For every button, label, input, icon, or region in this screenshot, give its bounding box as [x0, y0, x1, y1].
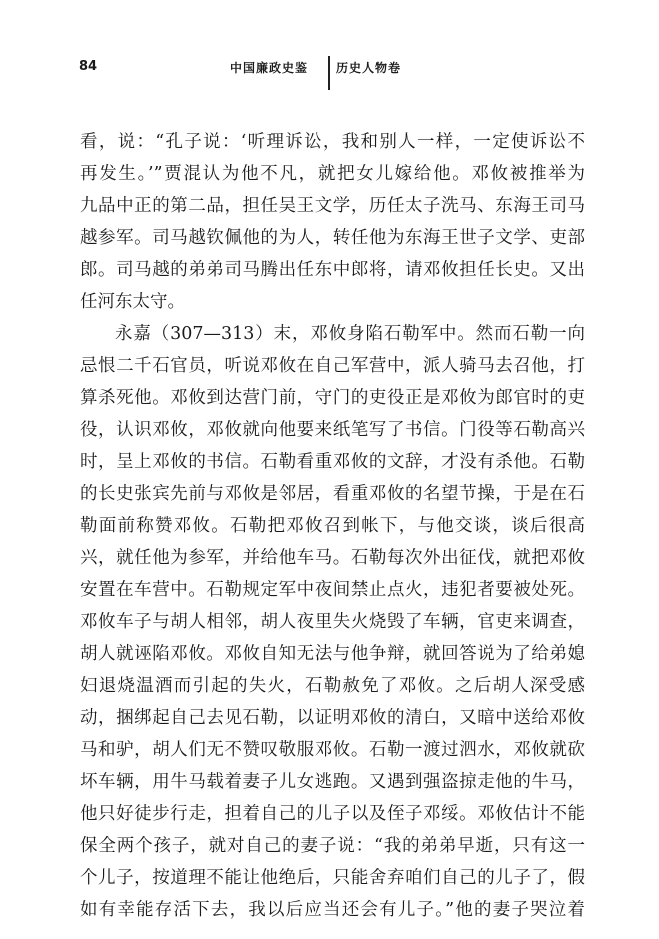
text-line: 越参军。司马越钦佩他的为人，转任他为东海王世子文学、吏部 [80, 228, 585, 248]
text-line: 看，说：“孔子说：‘听理诉讼，我和别人一样，一定使诉讼不 [80, 132, 585, 152]
text-line: 勒面前称赞邓攸。石勒把邓攸召到帐下，与他交谈，谈后很高 [80, 516, 585, 536]
text-line: 个儿子，按道理不能让他绝后，只能舍弃咱们自己的儿子了，假 [80, 868, 585, 888]
text-line: 如有幸能存活下去，我以后应当还会有儿子。”他的妻子哭泣着 [80, 900, 585, 920]
text-line: 再发生。’”贾混认为他不凡，就把女儿嫁给他。邓攸被推举为 [80, 164, 585, 184]
text-line: 时，呈上邓攸的书信。石勒看重邓攸的文辞，才没有杀他。石勒 [80, 452, 585, 472]
book-title: 中国廉政史鉴 [230, 61, 309, 75]
text-line: 保全两个孩子，就对自己的妻子说：“我的弟弟早逝，只有这一 [80, 836, 585, 856]
text-line: 郎。司马越的弟弟司马腾出任东中郎将，请邓攸担任长史。又出 [80, 260, 585, 280]
text-line: 安置在车营中。石勒规定军中夜间禁止点火，违犯者要被处死。 [80, 580, 585, 600]
text-line: 马和驴，胡人们无不赞叹敬服邓攸。石勒一渡过泗水，邓攸就砍 [80, 740, 585, 760]
text-line: 动，捆绑起自己去见石勒，以证明邓攸的清白，又暗中送给邓攸 [80, 708, 585, 728]
text-line: 任河东太守。 [80, 292, 185, 312]
text-line: 妇退烧温酒而引起的失火，石勒赦免了邓攸。之后胡人深受感 [80, 676, 585, 696]
text-line: 九品中正的第二品，担任吴王文学，历任太子洗马、东海王司马 [80, 196, 585, 216]
text-line: 算杀死他。邓攸到达营门前，守门的吏役正是邓攸为郎官时的吏 [80, 388, 585, 408]
text-line: 的长史张宾先前与邓攸是邻居，看重邓攸的名望节操，于是在石 [80, 484, 585, 504]
volume-title: 历史人物卷 [336, 61, 402, 75]
text-line: 役，认识邓攸，邓攸就向他要来纸笔写了书信。门役等石勒高兴 [80, 420, 585, 440]
page-number: 84 [79, 59, 98, 74]
running-header [0, 56, 659, 90]
header-divider [328, 56, 330, 90]
text-line: 坏车辆，用牛马载着妻子儿女逃跑。又遇到强盗掠走他的牛马， [80, 772, 585, 792]
text-line: 兴，就任他为参军，并给他车马。石勒每次外出征伐，就把邓攸 [80, 548, 585, 568]
text-line: 他只好徒步行走，担着自己的儿子以及侄子邓绥。邓攸估计不能 [80, 804, 585, 824]
body-text [80, 126, 585, 926]
text-line: 忌恨二千石官员，听说邓攸在自己军营中，派人骑马去召他，打 [80, 356, 585, 376]
text-line: 邓攸车子与胡人相邻，胡人夜里失火烧毁了车辆，官吏来调查， [80, 612, 585, 632]
text-line: 胡人就诬陷邓攸。邓攸自知无法与他争辩，就回答说为了给弟媳 [80, 644, 585, 664]
paragraph-start-line: 永嘉（307—313）末，邓攸身陷石勒军中。然而石勒一向 [115, 324, 585, 344]
